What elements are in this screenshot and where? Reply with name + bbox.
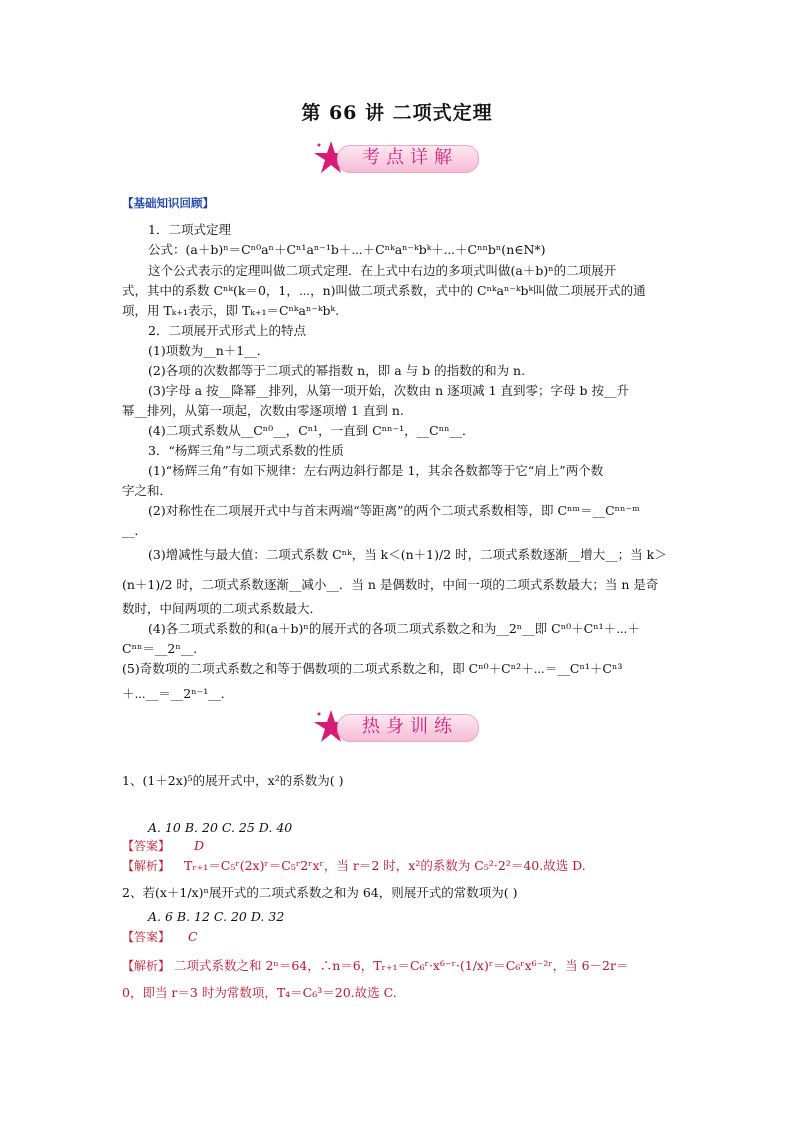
analysis-row bbox=[122, 956, 628, 974]
text-line: 2．二项展开式形式上的特点 bbox=[148, 323, 306, 338]
answer-value: D bbox=[194, 838, 205, 853]
text-line: (3)字母 a 按__降幂__排列，从第一项开始，次数由 n 逐项减 1 直到零；字母 b 按__升 bbox=[148, 383, 629, 398]
answer-row bbox=[122, 928, 198, 945]
text-line: (5)奇数项的二项式系数之和等于偶数项的二项式系数之和，即 Cⁿ⁰＋Cⁿ²＋⋯＝__Cⁿ¹＋Cⁿ³ bbox=[122, 661, 623, 676]
text-line: 项，用 Tₖ₊₁表示，即 Tₖ₊₁＝Cⁿᵏaⁿ⁻ᵏbᵏ. bbox=[122, 303, 340, 318]
analysis-label: 【解析】 bbox=[122, 859, 171, 873]
banner-title: 考点详解 bbox=[362, 147, 458, 168]
analysis-label: 【解析】 bbox=[122, 959, 171, 973]
section-banner-kaodian bbox=[313, 139, 481, 179]
text-line: (1)“杨辉三角”有如下规律：左右两边斜行都是 1，其余各数都等于它“肩上”两个数 bbox=[148, 463, 604, 478]
text-line: (n＋1)/2 时，二项式系数逐渐__减小__．当 n 是偶数时，中间一项的二项式系数最大；当 n 是奇 bbox=[122, 577, 659, 592]
text-line: Cⁿⁿ＝__2ⁿ__. bbox=[122, 641, 198, 656]
text-line: (1)项数为__n＋1__． bbox=[148, 343, 270, 358]
text-line: __． bbox=[122, 523, 148, 538]
banner-title: 热身训练 bbox=[362, 716, 458, 737]
answer-label: 【答案】 bbox=[122, 930, 171, 944]
analysis-text: 0，即当 r＝3 时为常数项，T₄＝C₆³＝20.故选 C. bbox=[122, 985, 397, 1000]
text-line: (4)各二项式系数的和(a＋b)ⁿ的展开式的各项二项式系数之和为__2ⁿ__即 Cⁿ⁰＋Cⁿ¹＋⋯＋ bbox=[148, 621, 640, 636]
text-line: 字之和． bbox=[122, 483, 173, 498]
analysis-row bbox=[122, 856, 586, 874]
text-line: (4)二项式系数从__Cⁿ⁰__，Cⁿ¹，一直到 Cⁿⁿ⁻¹，__Cⁿⁿ__． bbox=[148, 423, 475, 438]
text-line: (2)各项的次数都等于二项式的幂指数 n，即 a 与 b 的指数的和为 n. bbox=[148, 363, 526, 378]
text-line: (3)增减性与最大值：二项式系数 Cⁿᵏ，当 k＜(n＋1)/2 时，二项式系数逐渐__增大__；当 k＞ bbox=[148, 547, 667, 562]
text-line: ＋⋯__＝__2ⁿ⁻¹__． bbox=[122, 686, 234, 701]
section-tag: 【基础知识回顾】 bbox=[122, 196, 214, 210]
text-line: 1．二项式定理 bbox=[148, 222, 231, 237]
page-title: 第 66 讲 二项式定理 bbox=[301, 102, 493, 124]
text-line: 公式：(a＋b)ⁿ＝Cⁿ⁰aⁿ＋Cⁿ¹aⁿ⁻¹b＋⋯＋Cⁿᵏaⁿ⁻ᵏbᵏ＋⋯＋Cⁿⁿbⁿ(n∈N*) bbox=[148, 242, 546, 257]
question-options: A. 10 B. 20 C. 25 D. 40 bbox=[148, 820, 293, 835]
answer-row bbox=[122, 837, 204, 854]
text-line: 幂__排列，从第一项起，次数由零逐项增 1 直到 n. bbox=[122, 403, 404, 418]
question-stem: 2、若(x＋1/x)ⁿ展开式的二项式系数之和为 64，则展开式的常数项为( ) bbox=[122, 885, 518, 900]
analysis-text: Tᵣ₊₁＝C₅ʳ(2x)ʳ＝C₅ʳ2ʳxʳ，当 r＝2 时，x²的系数为 C₅²·2²＝40.故选 D. bbox=[184, 858, 586, 873]
answer-label: 【答案】 bbox=[122, 839, 171, 853]
analysis-text: 二项式系数之和 2ⁿ＝64，∴n＝6，Tᵣ₊₁＝C₆ʳ·x⁶⁻ʳ·(1/x)ʳ＝C₆ʳx⁶⁻²ʳ，当 6－2r＝ bbox=[174, 958, 629, 973]
text-line: 数时，中间两项的二项式系数最大． bbox=[122, 601, 323, 616]
text-line: 3．“杨辉三角”与二项式系数的性质 bbox=[148, 443, 344, 458]
answer-value: C bbox=[188, 929, 198, 944]
section-banner-reshen bbox=[313, 708, 481, 748]
question-options: A. 6 B. 12 C. 20 D. 32 bbox=[148, 909, 285, 924]
question-stem: 1、(1＋2x)⁵的展开式中，x²的系数为( ) bbox=[122, 773, 344, 788]
text-line: (2)对称性在二项展开式中与首末两端“等距离”的两个二项式系数相等，即 Cⁿᵐ＝__Cⁿⁿ⁻ᵐ bbox=[148, 503, 640, 518]
text-line: 式，其中的系数 Cⁿᵏ(k＝0，1，⋯，n)叫做二项式系数，式中的 Cⁿᵏaⁿ⁻ᵏbᵏ叫做二项展开式的通 bbox=[122, 283, 646, 298]
text-line: 这个公式表示的定理叫做二项式定理．在上式中右边的多项式叫做(a＋b)ⁿ的二项展开 bbox=[148, 263, 617, 278]
